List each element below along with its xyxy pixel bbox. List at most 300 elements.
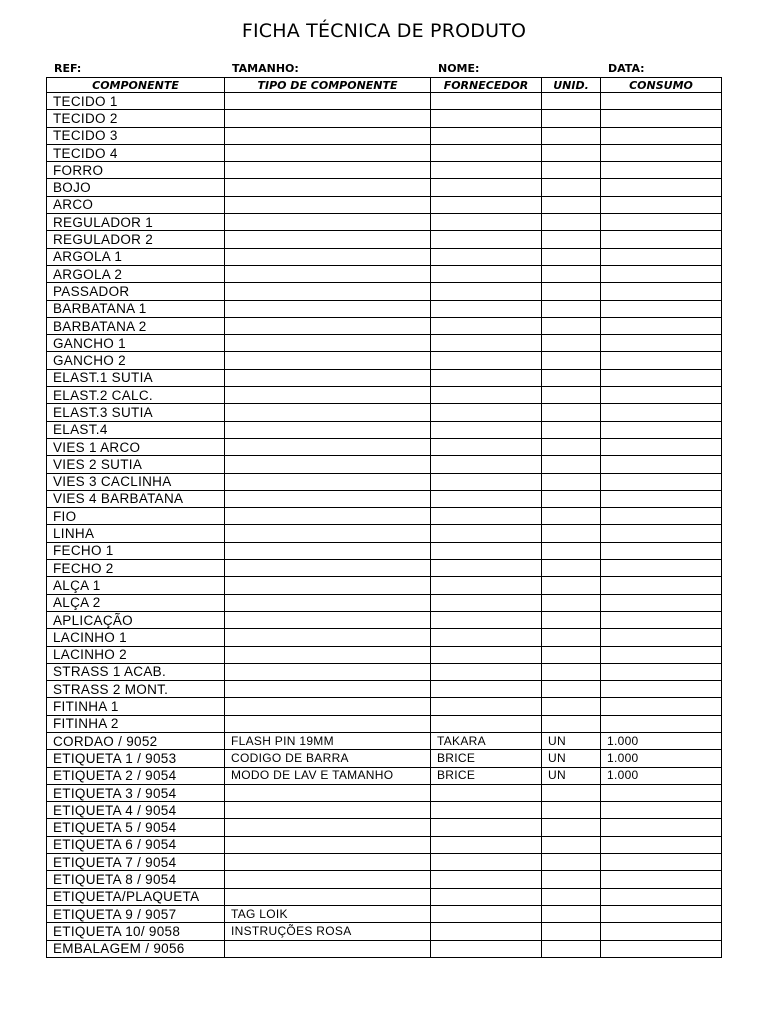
cell-componente: LACINHO 2 [47,646,225,663]
cell-fornecedor [431,214,542,231]
cell-consumo [601,231,722,248]
cell-tipo [225,854,431,871]
cell-componente: ETIQUETA 6 / 9054 [47,836,225,853]
nome-label: NOME: [438,62,480,75]
cell-unid [542,387,601,404]
cell-consumo [601,456,722,473]
cell-unid [542,127,601,144]
table-body [47,93,722,958]
cell-unid [542,300,601,317]
table-row [47,525,722,542]
cell-consumo [601,162,722,179]
cell-consumo [601,802,722,819]
cell-fornecedor [431,335,542,352]
cell-componente: BARBATANA 1 [47,300,225,317]
cell-consumo [601,629,722,646]
cell-fornecedor [431,508,542,525]
cell-tipo [225,300,431,317]
cell-tipo [225,819,431,836]
table-row [47,923,722,940]
cell-consumo [601,646,722,663]
cell-consumo [601,819,722,836]
cell-unid [542,629,601,646]
cell-fornecedor [431,231,542,248]
cell-tipo [225,490,431,507]
cell-tipo [225,404,431,421]
cell-unid [542,248,601,265]
cell-consumo [601,836,722,853]
components-table [46,77,722,958]
cell-unid [542,110,601,127]
cell-unid [542,162,601,179]
cell-consumo [601,265,722,282]
cell-consumo [601,369,722,386]
cell-componente: ETIQUETA 8 / 9054 [47,871,225,888]
cell-fornecedor [431,300,542,317]
cell-fornecedor [431,387,542,404]
cell-componente: VIES 3 CACLINHA [47,473,225,490]
table-row [47,767,722,784]
cell-componente: ETIQUETA 5 / 9054 [47,819,225,836]
cell-unid [542,369,601,386]
cell-tipo [225,560,431,577]
cell-unid [542,196,601,213]
table-row [47,819,722,836]
cell-componente: LACINHO 1 [47,629,225,646]
cell-componente: FECHO 2 [47,560,225,577]
cell-componente: BARBATANA 2 [47,317,225,334]
table-row [47,93,722,110]
cell-unid [542,490,601,507]
cell-unid [542,179,601,196]
cell-componente: ETIQUETA 9 / 9057 [47,905,225,922]
cell-unid [542,871,601,888]
cell-tipo [225,369,431,386]
cell-tipo [225,438,431,455]
header-consumo: CONSUMO [601,78,722,93]
cell-fornecedor [431,871,542,888]
cell-componente: ETIQUETA 7 / 9054 [47,854,225,871]
cell-unid [542,144,601,161]
cell-consumo: 1.000 [601,750,722,767]
cell-consumo [601,923,722,940]
table-row [47,940,722,957]
table-row [47,611,722,628]
cell-fornecedor [431,819,542,836]
cell-componente: ETIQUETA 3 / 9054 [47,784,225,801]
cell-tipo [225,594,431,611]
cell-unid [542,836,601,853]
cell-unid [542,577,601,594]
cell-fornecedor: TAKARA [431,732,542,749]
table-row [47,888,722,905]
cell-unid [542,265,601,282]
cell-unid [542,888,601,905]
cell-consumo [601,715,722,732]
cell-tipo [225,715,431,732]
table-row [47,369,722,386]
cell-componente: TECIDO 2 [47,110,225,127]
cell-fornecedor [431,888,542,905]
cell-unid [542,940,601,957]
cell-consumo: 1.000 [601,732,722,749]
cell-tipo [225,127,431,144]
cell-fornecedor [431,317,542,334]
cell-fornecedor [431,784,542,801]
cell-fornecedor [431,611,542,628]
cell-tipo [225,888,431,905]
table-row [47,681,722,698]
cell-consumo [601,248,722,265]
cell-componente: ALÇA 1 [47,577,225,594]
table-row [47,300,722,317]
cell-unid [542,317,601,334]
cell-fornecedor [431,923,542,940]
table-row [47,248,722,265]
cell-fornecedor [431,265,542,282]
cell-tipo: INSTRUÇÕES ROSA [225,923,431,940]
cell-fornecedor [431,681,542,698]
table-row [47,421,722,438]
cell-unid [542,715,601,732]
cell-componente: FIO [47,508,225,525]
cell-consumo [601,127,722,144]
cell-unid [542,456,601,473]
cell-unid [542,421,601,438]
cell-tipo [225,93,431,110]
cell-tipo [225,283,431,300]
table-row [47,646,722,663]
cell-consumo [601,93,722,110]
cell-componente: PASSADOR [47,283,225,300]
cell-componente: STRASS 1 ACAB. [47,663,225,680]
table-row [47,317,722,334]
cell-consumo [601,283,722,300]
header-unid: UNID. [542,78,601,93]
cell-fornecedor [431,577,542,594]
cell-consumo [601,888,722,905]
cell-componente: ETIQUETA 4 / 9054 [47,802,225,819]
cell-consumo [601,525,722,542]
cell-tipo [225,577,431,594]
table-row [47,456,722,473]
table-row [47,698,722,715]
cell-componente: GANCHO 1 [47,335,225,352]
cell-componente: ARGOLA 2 [47,265,225,282]
cell-unid [542,802,601,819]
cell-consumo [601,508,722,525]
table-row [47,542,722,559]
table-row [47,854,722,871]
cell-tipo [225,231,431,248]
cell-componente: ETIQUETA 2 / 9054 [47,767,225,784]
cell-tipo [225,940,431,957]
cell-fornecedor [431,473,542,490]
cell-unid [542,698,601,715]
cell-tipo [225,352,431,369]
cell-tipo [225,335,431,352]
cell-componente: BOJO [47,179,225,196]
cell-consumo [601,352,722,369]
table-row [47,663,722,680]
cell-tipo [225,611,431,628]
cell-consumo [601,300,722,317]
table-row [47,179,722,196]
cell-fornecedor [431,646,542,663]
cell-tipo [225,508,431,525]
cell-unid [542,508,601,525]
cell-fornecedor [431,940,542,957]
cell-tipo [225,214,431,231]
cell-componente: FECHO 1 [47,542,225,559]
cell-componente: GANCHO 2 [47,352,225,369]
cell-consumo [601,490,722,507]
cell-fornecedor [431,162,542,179]
cell-componente: APLICAÇÃO [47,611,225,628]
cell-fornecedor [431,698,542,715]
cell-consumo [601,387,722,404]
cell-fornecedor [431,196,542,213]
table-row [47,750,722,767]
cell-fornecedor [431,179,542,196]
cell-tipo: CODIGO DE BARRA [225,750,431,767]
cell-fornecedor [431,438,542,455]
cell-fornecedor [431,369,542,386]
cell-componente: ARCO [47,196,225,213]
cell-fornecedor [431,525,542,542]
cell-tipo [225,387,431,404]
cell-unid [542,542,601,559]
cell-unid [542,525,601,542]
cell-unid [542,438,601,455]
cell-consumo [601,663,722,680]
cell-unid [542,819,601,836]
cell-fornecedor [431,421,542,438]
cell-fornecedor: BRICE [431,767,542,784]
cell-unid [542,283,601,300]
cell-fornecedor [431,93,542,110]
cell-unid [542,663,601,680]
cell-tipo [225,871,431,888]
cell-unid [542,404,601,421]
table-row [47,127,722,144]
cell-consumo [601,214,722,231]
document-title: FICHA TÉCNICA DE PRODUTO [241,20,527,42]
table-row [47,784,722,801]
cell-consumo [601,611,722,628]
table-row [47,265,722,282]
table-row [47,231,722,248]
cell-componente: ETIQUETA/PLAQUETA [47,888,225,905]
cell-fornecedor [431,715,542,732]
cell-tipo [225,802,431,819]
cell-fornecedor [431,248,542,265]
cell-consumo [601,179,722,196]
cell-fornecedor [431,836,542,853]
cell-fornecedor [431,560,542,577]
cell-componente: FITINHA 2 [47,715,225,732]
cell-componente: ELAST.1 SUTIA [47,369,225,386]
cell-tipo [225,144,431,161]
cell-tipo [225,542,431,559]
cell-componente: VIES 2 SUTIA [47,456,225,473]
cell-tipo [225,248,431,265]
table-row [47,577,722,594]
cell-fornecedor [431,490,542,507]
table-row [47,905,722,922]
cell-componente: TECIDO 3 [47,127,225,144]
cell-tipo [225,179,431,196]
cell-tipo [225,456,431,473]
cell-unid: UN [542,750,601,767]
table-row [47,214,722,231]
data-label: DATA: [608,62,645,75]
cell-consumo [601,421,722,438]
cell-componente: FITINHA 1 [47,698,225,715]
ref-label: REF: [54,62,82,75]
table-row [47,871,722,888]
table-row [47,110,722,127]
cell-componente: CORDAO / 9052 [47,732,225,749]
cell-fornecedor [431,802,542,819]
header-tipo-de-componente: TIPO DE COMPONENTE [225,78,431,93]
table-header-row [47,78,722,93]
table-row [47,560,722,577]
table-row [47,715,722,732]
cell-tipo [225,663,431,680]
cell-consumo [601,871,722,888]
cell-tipo [225,473,431,490]
table-row [47,732,722,749]
cell-fornecedor: BRICE [431,750,542,767]
cell-tipo [225,196,431,213]
cell-consumo [601,854,722,871]
cell-fornecedor [431,404,542,421]
cell-consumo [601,144,722,161]
cell-fornecedor [431,629,542,646]
cell-unid [542,923,601,940]
cell-unid [542,854,601,871]
table-row [47,196,722,213]
cell-unid [542,352,601,369]
cell-fornecedor [431,594,542,611]
cell-componente: VIES 1 ARCO [47,438,225,455]
cell-unid [542,594,601,611]
cell-unid [542,214,601,231]
cell-componente: ELAST.4 [47,421,225,438]
cell-unid [542,784,601,801]
cell-tipo [225,698,431,715]
cell-tipo [225,784,431,801]
cell-consumo [601,594,722,611]
cell-consumo [601,110,722,127]
cell-componente: ETIQUETA 1 / 9053 [47,750,225,767]
cell-consumo [601,784,722,801]
cell-unid [542,93,601,110]
cell-componente: TECIDO 4 [47,144,225,161]
cell-consumo [601,681,722,698]
meta-fields [0,62,768,76]
cell-consumo [601,196,722,213]
cell-fornecedor [431,110,542,127]
cell-unid: UN [542,732,601,749]
cell-fornecedor [431,663,542,680]
cell-consumo [601,473,722,490]
cell-tipo [225,421,431,438]
cell-unid [542,335,601,352]
cell-tipo [225,317,431,334]
cell-consumo [601,542,722,559]
cell-unid [542,681,601,698]
table-row [47,387,722,404]
cell-unid [542,560,601,577]
cell-consumo [601,905,722,922]
cell-consumo [601,317,722,334]
cell-componente: REGULADOR 2 [47,231,225,248]
cell-tipo: MODO DE LAV E TAMANHO [225,767,431,784]
table-row [47,283,722,300]
cell-componente: FORRO [47,162,225,179]
cell-fornecedor [431,283,542,300]
cell-consumo: 1.000 [601,767,722,784]
cell-componente: ELAST.3 SUTIA [47,404,225,421]
cell-tipo [225,265,431,282]
cell-unid [542,905,601,922]
table-row [47,335,722,352]
cell-tipo [225,110,431,127]
cell-componente: TECIDO 1 [47,93,225,110]
cell-componente: STRASS 2 MONT. [47,681,225,698]
table-row [47,144,722,161]
cell-unid: UN [542,767,601,784]
table-row [47,438,722,455]
table-row [47,594,722,611]
cell-unid [542,473,601,490]
cell-unid [542,231,601,248]
cell-componente: REGULADOR 1 [47,214,225,231]
tamanho-label: TAMANHO: [232,62,299,75]
cell-fornecedor [431,144,542,161]
cell-componente: VIES 4 BARBATANA [47,490,225,507]
cell-tipo [225,836,431,853]
cell-fornecedor [431,456,542,473]
header-componente: COMPONENTE [47,78,225,93]
cell-consumo [601,438,722,455]
cell-unid [542,611,601,628]
table-row [47,802,722,819]
cell-consumo [601,698,722,715]
table-row [47,629,722,646]
table-row [47,162,722,179]
table-row [47,473,722,490]
cell-consumo [601,560,722,577]
cell-componente: ETIQUETA 10/ 9058 [47,923,225,940]
cell-consumo [601,940,722,957]
cell-consumo [601,404,722,421]
cell-consumo [601,335,722,352]
cell-tipo [225,646,431,663]
table-row [47,352,722,369]
cell-fornecedor [431,352,542,369]
table-row [47,490,722,507]
cell-consumo [601,577,722,594]
cell-fornecedor [431,542,542,559]
cell-componente: ALÇA 2 [47,594,225,611]
cell-componente: ELAST.2 CALC. [47,387,225,404]
cell-tipo [225,681,431,698]
cell-tipo [225,162,431,179]
cell-fornecedor [431,854,542,871]
